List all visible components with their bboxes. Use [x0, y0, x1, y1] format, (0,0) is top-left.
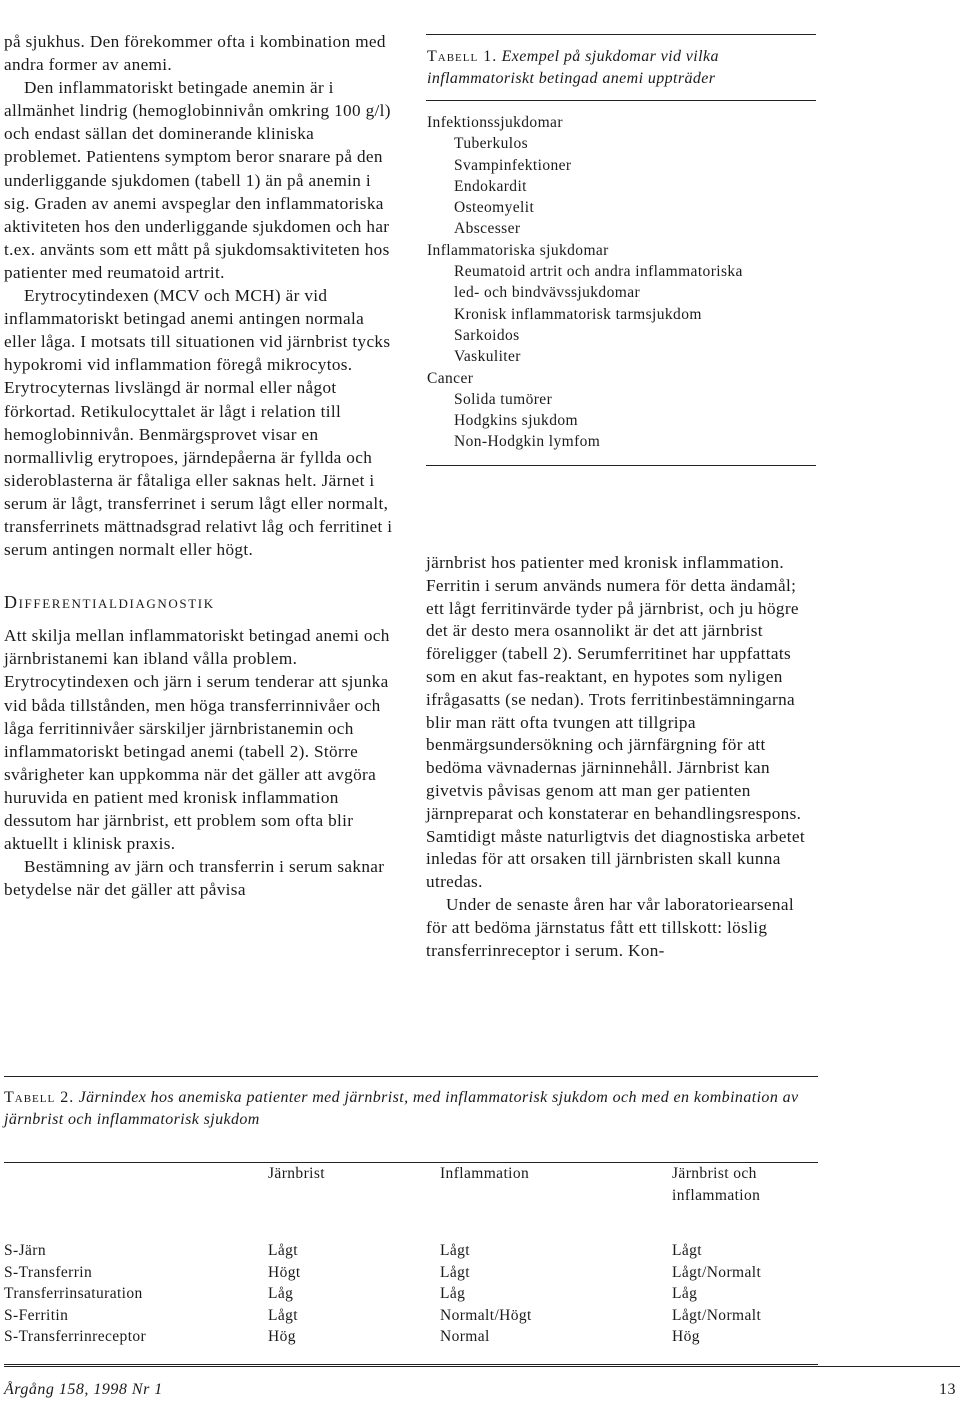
- table-header-cell: Järnbrist och inflammation: [672, 1165, 761, 1204]
- table-header-cell: Järnbrist: [268, 1165, 325, 1182]
- table-header-cell: Inflammation: [440, 1165, 530, 1182]
- page-number: 13: [939, 1381, 956, 1398]
- table-title: Järnindex hos anemiska patienter med järnbrist, med inflammatorisk sjukdom och med en kombination av järnbrist och inflammatorisk sjukdom: [4, 1089, 799, 1128]
- table-1: [426, 34, 816, 466]
- table-cell: Lågt: [672, 1242, 703, 1259]
- table-rule: [426, 465, 816, 466]
- table-cell: Normalt/Högt: [440, 1306, 532, 1324]
- table-2-grid: [4, 1163, 818, 1348]
- table-category: Inflammatoriska sjukdomar: [427, 241, 609, 259]
- body-paragraph: Den inflammatoriskt betingade anemin är i allmänhet lindrig (hemoglobinnivån omkring 100 g/l) och endast sällan det dominerande kliniska problemet. Patientens symptom beror snarare på den underliggande sjukdomen (tabell 1) än på anemin i sig. Graden av anemi avspeglar den inflammatoriska aktiviteten hos den underliggande sjukdomen och har t.ex. använts som ett mått på sjukdomsaktiviteten hos patienter med reumatoid artrit.: [4, 78, 391, 282]
- table-cell: S-Järn: [4, 1242, 47, 1259]
- table-header-row: [4, 1163, 818, 1223]
- table-item: Non-Hodgkin lymfom: [454, 433, 601, 451]
- table-cell: Låg: [268, 1285, 294, 1303]
- table-item: Tuberkulos: [454, 135, 529, 153]
- table-item: Vaskuliter: [454, 348, 521, 366]
- table-cell: Lågt: [440, 1242, 471, 1259]
- table-caption: [427, 46, 816, 90]
- body-paragraph: järnbrist hos patienter med kronisk inflammation. Ferritin i serum används numera för detta ändamål; ett lågt ferritinvärde tyder på järnbrist, och ju högre det är desto mera osannolikt är det att järnbrist föreligger (tabell 2). Serumferritinet har uppfattats som en akut fas-reaktant, en hypotes som nyligen ifrågasatts (se nedan). Trots ferritinbestämningarna blir man rätt ofta tvungen att tillgripa benmärgsundersökning och järnfärgning för att bedöma vävnadernas järninnehåll. Järnbrist kan givetvis påvisas genom att man ger patienten järnpreparat och konstaterar en behandlingsrespons. Samtidigt måste naturligtvis det diagnostiska arbetet inledas för att orsaken till järnbristen skall kunna utredas.: [426, 553, 805, 892]
- section-heading: Differentialdiagnostik: [4, 592, 215, 613]
- table-row: [4, 1326, 818, 1348]
- table-item: Sarkoidos: [454, 326, 520, 344]
- table-item: Osteomyelit: [454, 199, 535, 217]
- table-cell: Högt: [268, 1263, 301, 1281]
- table-item: Kronisk inflammatorisk tarmsjukdom: [454, 305, 702, 323]
- table-label: Tabell 2.: [4, 1089, 75, 1106]
- table-item: Endokardit: [454, 177, 527, 195]
- table-cell: Lågt/Normalt: [672, 1263, 762, 1281]
- table-item: Hodgkins sjukdom: [454, 412, 578, 430]
- body-paragraph: på sjukhus. Den förekommer ofta i kombination med andra former av anemi.: [4, 32, 386, 75]
- table-row: [4, 1305, 818, 1327]
- table-rule: [4, 1364, 818, 1365]
- table-rule: [4, 1076, 818, 1077]
- table-cell: Låg: [440, 1285, 466, 1303]
- body-paragraph: Bestämning av järn och transferrin i serum saknar betydelse när det gäller att påvisa: [4, 857, 385, 900]
- table-cell: Transferrinsaturation: [4, 1285, 143, 1303]
- table-cell: S-Transferrinreceptor: [4, 1328, 147, 1346]
- table-header-cell: [4, 1163, 268, 1223]
- table-cell: S-Ferritin: [4, 1306, 69, 1324]
- table-rule: [426, 34, 816, 35]
- table-cell: Hög: [672, 1328, 700, 1346]
- footer-rule: [4, 1366, 960, 1367]
- table-cell: Hög: [268, 1328, 296, 1346]
- body-paragraph: Erytrocytindexen (MCV och MCH) är vid inflammatoriskt betingad anemi antingen normala eller låga. I motsats till situationen vid järnbrist tycks hypokromi vid inflammation föregå mikrocytos. Erytrocyternas livslängd är normal eller något förkortad. Retikulocyttalet är lågt i relation till hemoglobinnivån. Benmärgsprovet visar en normallivlig erytropoes, järndepåerna är fyllda och sideroblasterna är fåtaliga eller saknas helt. Järnet i serum är lågt, transferrinet i serum lågt eller normalt, transferrinets mättnadsgrad relativt låg och ferritinet i serum antingen normalt eller högt.: [4, 286, 393, 560]
- table-2: [4, 1076, 818, 1365]
- table-cell: Lågt: [268, 1242, 299, 1259]
- table-cell: Lågt: [440, 1263, 471, 1281]
- table-title: Exempel på sjukdomar vid vilka inflammatoriskt betingad anemi uppträder: [427, 48, 719, 87]
- table-cell: Låg: [672, 1285, 698, 1303]
- table-item: Reumatoid artrit och andra inflammatoriska: [454, 263, 743, 281]
- table-rule: [426, 100, 816, 101]
- left-column: [4, 30, 394, 901]
- table-item: Svampinfektioner: [454, 156, 572, 174]
- table-cell: Lågt/Normalt: [672, 1306, 762, 1324]
- journal-issue: Årgång 158, 1998 Nr 1: [4, 1381, 163, 1398]
- table-row: [4, 1283, 818, 1305]
- table-label: Tabell 1.: [427, 48, 498, 65]
- table-caption: [4, 1087, 818, 1130]
- table-cell: Normal: [440, 1328, 490, 1346]
- table-category: Cancer: [427, 369, 474, 387]
- right-column: [426, 552, 818, 962]
- table-row: [4, 1223, 818, 1262]
- table-1-body: [426, 112, 816, 453]
- table-row: [4, 1262, 818, 1284]
- table-cell: Lågt: [268, 1306, 299, 1324]
- body-paragraph: Under de senaste åren har vår laboratoriearsenal för att bedöma järnstatus fått ett tillskott: löslig transferrinreceptor i serum. Kon-: [426, 894, 794, 960]
- body-paragraph: Att skilja mellan inflammatoriskt betingad anemi och järnbristanemi kan ibland vålla problem. Erytrocytindexen och järn i serum tenderar att sjunka vid båda tillstånden, men höga transferrinnivåer och låga ferritinnivåer särskiljer järnbristanemin och inflammatoriskt betingad anemi (tabell 2). Större svårigheter kan uppkomma när det gäller att avgöra huruvida en patient med kronisk inflammation dessutom har järnbrist, ett problem som ofta blir aktuellt i klinisk praxis.: [4, 626, 390, 854]
- table-cell: S-Transferrin: [4, 1263, 93, 1281]
- table-item: Solida tumörer: [454, 390, 553, 408]
- table-item: led- och bindvävssjukdomar: [454, 284, 641, 302]
- table-item: Abscesser: [454, 220, 521, 238]
- table-2-rows: [4, 1223, 818, 1348]
- table-category: Infektionssjukdomar: [427, 114, 563, 131]
